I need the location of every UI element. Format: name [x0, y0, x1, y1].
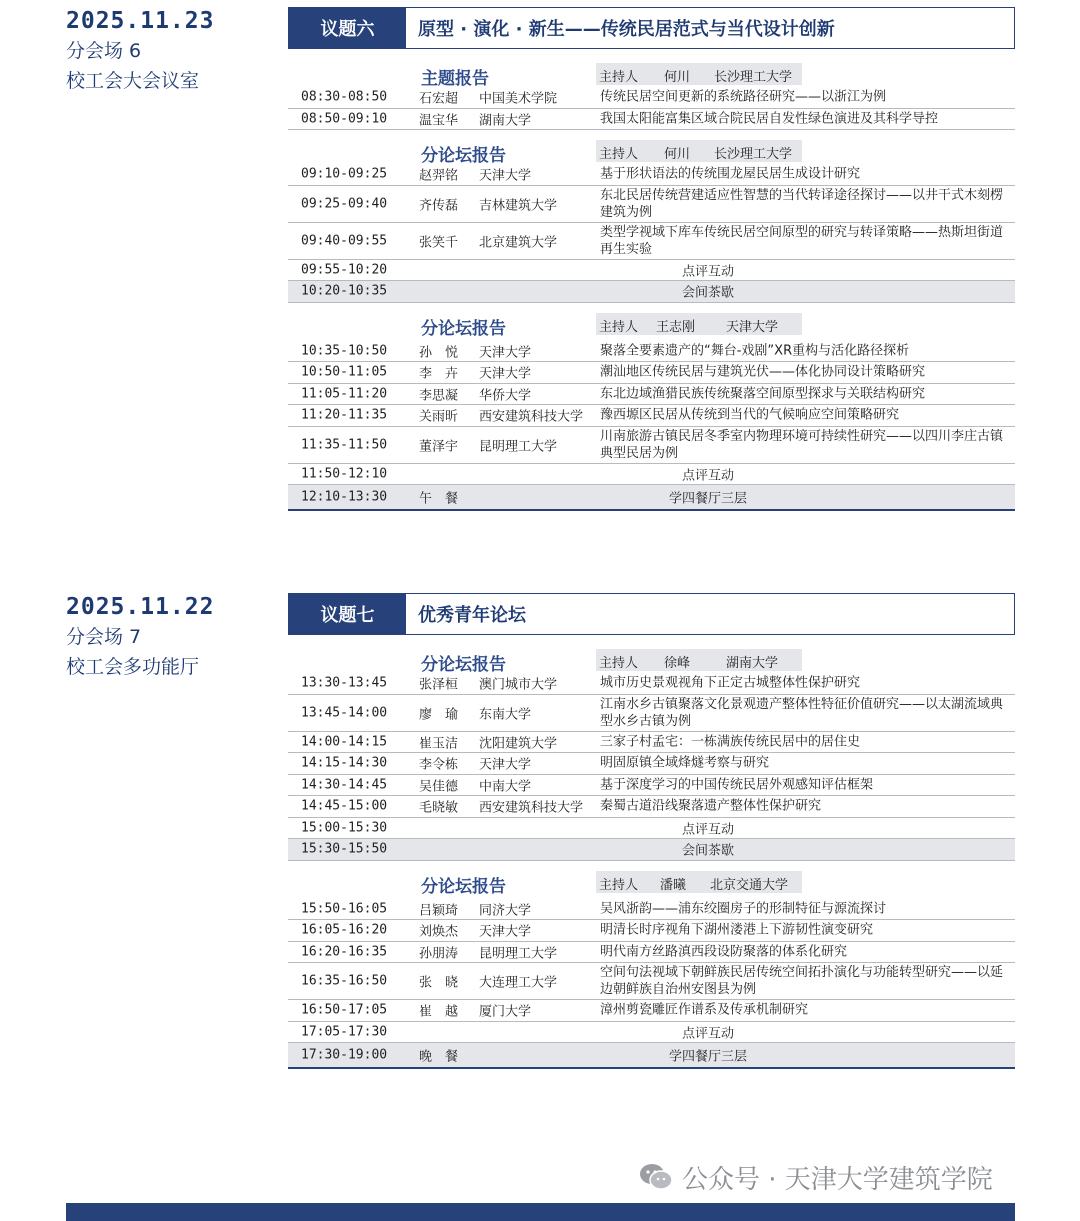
table-row: 12:10-13:30 午 餐 学四餐厅三层 [288, 485, 1015, 511]
watermark-text: 公众号 · 天津大学建筑学院 [682, 1164, 993, 1195]
host-org: 北京交通大学 [710, 877, 789, 893]
row-time: 14:45-15:00 [301, 798, 388, 814]
row-speaker: 张 晓 [419, 975, 459, 991]
row-speaker: 刘焕杰 [419, 924, 459, 940]
session-venue: 分会场 6 [66, 40, 142, 62]
row-speaker: 孙朋涛 [419, 946, 459, 962]
row-org: 华侨大学 [479, 388, 532, 404]
row-speaker: 崔玉洁 [419, 736, 459, 752]
row-title: 三家子村孟宅：一栋满族传统民居中的居住史 [600, 734, 861, 750]
table-row [288, 920, 1015, 942]
host-name: 何川 [664, 147, 691, 162]
table-row [288, 1000, 1015, 1022]
row-time: 13:30-13:45 [301, 675, 388, 691]
topic-tag: 议题六 [289, 8, 406, 48]
row-speaker: 石宏超 [419, 91, 459, 107]
section-header [288, 869, 1015, 895]
row-time: 09:55-10:20 [301, 262, 388, 278]
watermark [638, 1158, 993, 1196]
table-row: 17:30-19:00 晚 餐 学四餐厅三层 [288, 1043, 1015, 1069]
row-title: 空间句法视域下朝鲜族民居传统空间拓扑演化与功能转型研究——以延边朝鲜族自治州安图县为例 [600, 965, 1004, 997]
section-header [288, 61, 1015, 87]
section-label: 分论坛报告 [421, 876, 506, 897]
row-title: 明代南方丝路滇西段设防聚落的体系化研究 [600, 944, 848, 960]
row-speaker: 孙 悦 [419, 345, 459, 361]
row-speaker: 午 餐 [419, 491, 459, 507]
table-row [288, 673, 1015, 695]
table-row [288, 405, 1015, 427]
row-time: 11:20-11:35 [301, 407, 388, 423]
row-title: 类型学视域下库车传统民居空间原型的研究与转译策略——热斯坦街道再生实验 [600, 224, 1004, 257]
row-time: 09:25-09:40 [301, 196, 388, 211]
row-org: 澳门城市大学 [479, 677, 558, 693]
table-row [288, 899, 1015, 921]
row-org: 同济大学 [479, 903, 532, 919]
row-time: 15:30-15:50 [301, 841, 388, 857]
row-time: 14:15-14:30 [301, 755, 388, 771]
session-info-6 [66, 6, 214, 96]
row-speaker: 温宝华 [419, 113, 459, 129]
host-box [596, 313, 802, 335]
row-time: 14:00-14:15 [301, 734, 388, 750]
row-time: 10:50-11:05 [301, 364, 388, 380]
table-row: 15:30-15:50 会间茶歇 [288, 839, 1015, 861]
row-time: 10:20-10:35 [301, 283, 388, 299]
row-org: 中南大学 [479, 779, 532, 795]
row-title: 聚落全要素遗产的“舞台-戏剧”XR重构与活化路径探析 [600, 343, 910, 359]
row-speaker: 晚 餐 [419, 1049, 459, 1065]
section-header [288, 138, 1015, 164]
row-speaker: 李思凝 [419, 388, 459, 404]
table-row [288, 186, 1015, 223]
row-time: 15:00-15:30 [301, 820, 388, 836]
row-title: 川南旅游古镇民居冬季室内物理环境可持续性研究——以四川李庄古镇典型民居为例 [600, 428, 1004, 461]
row-time: 12:10-13:30 [301, 489, 388, 505]
row-title: 东北边域渔猎民族传统聚落空间原型探求与关联结构研究 [600, 386, 926, 402]
row-org: 天津大学 [479, 366, 532, 382]
row-time: 11:05-11:20 [301, 386, 388, 402]
row-org: 西安建筑科技大学 [479, 409, 584, 425]
table-row [288, 223, 1015, 260]
table-row [288, 109, 1015, 131]
section-label: 主题报告 [421, 69, 489, 89]
session-info-7 [66, 592, 214, 682]
host-box [596, 649, 802, 671]
table-row: 17:05-17:30 点评互动 [288, 1022, 1015, 1044]
table-row [288, 775, 1015, 797]
row-time: 17:30-19:00 [301, 1047, 388, 1063]
session-room: 校工会多功能厅 [66, 656, 200, 678]
row-speaker: 崔 越 [419, 1004, 459, 1020]
host-label: 主持人 [599, 70, 639, 85]
row-title: 潮汕地区传统民居与建筑光伏——体化协同设计策略研究 [600, 364, 926, 380]
host-name: 潘曦 [660, 877, 687, 893]
topic-tag: 议题七 [289, 594, 406, 634]
row-title: 豫西塬区民居从传统到当代的气候响应空间策略研究 [600, 407, 900, 423]
table-row: 11:50-12:10 点评互动 [288, 464, 1015, 486]
session-block-6 [288, 7, 1015, 511]
row-title: 基于深度学习的中国传统民居外观感知评估框架 [600, 777, 874, 793]
host-org: 湖南大学 [726, 656, 779, 671]
row-title: 吴风浙韵——浦东绞圈房子的形制特征与源流探讨 [600, 901, 887, 917]
row-org: 天津大学 [479, 924, 532, 940]
table-row [288, 427, 1015, 464]
row-time: 08:50-09:10 [301, 111, 388, 127]
row-time: 11:50-12:10 [301, 466, 388, 482]
section-label: 分论坛报告 [421, 318, 506, 339]
row-org: 吉林建筑大学 [479, 198, 558, 213]
row-time: 17:05-17:30 [301, 1024, 388, 1040]
row-org: 北京建筑大学 [479, 235, 558, 250]
row-time: 09:10-09:25 [301, 166, 388, 182]
row-org: 天津大学 [479, 345, 532, 361]
table-row: 15:00-15:30 点评互动 [288, 818, 1015, 840]
topic-header [288, 593, 1015, 635]
host-name: 王志刚 [656, 319, 696, 335]
row-title: 漳州剪瓷雕匠作谱系及传承机制研究 [600, 1002, 809, 1018]
host-org: 长沙理工大学 [714, 147, 793, 162]
row-speaker: 董泽宇 [419, 439, 459, 454]
table-row: 09:55-10:20 点评互动 [288, 260, 1015, 282]
table-row [288, 963, 1015, 1000]
row-speaker: 张泽桓 [419, 677, 459, 693]
row-title: 我国太阳能富集区域合院民居自发性绿色演进及其科学导控 [600, 111, 939, 127]
topic-header [288, 7, 1015, 49]
table-row [288, 796, 1015, 818]
topic-title: 优秀青年论坛 [418, 605, 526, 626]
host-name: 何川 [664, 70, 691, 85]
table-row [288, 384, 1015, 406]
row-time: 13:45-14:00 [301, 705, 388, 720]
section-label: 分论坛报告 [421, 655, 506, 675]
table-row [288, 164, 1015, 186]
row-speaker: 李 卉 [419, 366, 459, 382]
row-speaker: 赵羿铭 [419, 168, 459, 184]
section-header [288, 311, 1015, 337]
row-org: 厦门大学 [479, 1004, 532, 1020]
row-time: 11:35-11:50 [301, 437, 388, 452]
session-date: 2025.11.22 [66, 594, 215, 620]
table-row [288, 942, 1015, 964]
row-org: 湖南大学 [479, 113, 532, 129]
row-speaker: 李令栋 [419, 757, 459, 773]
row-time: 09:40-09:55 [301, 233, 388, 248]
row-time: 14:30-14:45 [301, 777, 388, 793]
section-header [288, 647, 1015, 673]
host-label: 主持人 [599, 656, 639, 671]
table-row: 10:20-10:35 会间茶歇 [288, 281, 1015, 303]
row-title: 基于形状语法的传统围龙屋民居生成设计研究 [600, 166, 861, 182]
host-box [596, 63, 802, 85]
row-time: 08:30-08:50 [301, 89, 388, 105]
row-org: 昆明理工大学 [479, 946, 558, 962]
section-label: 分论坛报告 [421, 146, 506, 166]
row-org: 天津大学 [479, 168, 532, 184]
table-row [288, 87, 1015, 109]
footer-bar [66, 1203, 1015, 1221]
table-row [288, 732, 1015, 754]
row-title: 明固原镇全域烽燧考察与研究 [600, 755, 770, 771]
row-title: 江南水乡古镇聚落文化景观遗产整体性特征价值研究——以太湖流域典型水乡古镇为例 [600, 696, 1004, 729]
session-room: 校工会大会议室 [66, 70, 200, 92]
topic-title: 原型 · 演化 · 新生——传统民居范式与当代设计创新 [418, 19, 835, 40]
row-org: 中国美术学院 [479, 91, 558, 107]
row-title: 明清长时序视角下湖州溇港上下游韧性演变研究 [600, 922, 874, 938]
row-speaker: 吕颖琦 [419, 903, 459, 919]
host-label: 主持人 [599, 319, 639, 335]
session-venue: 分会场 7 [66, 626, 142, 648]
table-row [288, 341, 1015, 363]
table-row [288, 753, 1015, 775]
host-org: 长沙理工大学 [714, 70, 793, 85]
row-speaker: 毛晓敏 [419, 800, 459, 816]
row-org: 大连理工大学 [479, 975, 558, 991]
wechat-icon [638, 1162, 674, 1192]
row-org: 沈阳建筑大学 [479, 736, 558, 752]
row-time: 10:35-10:50 [301, 343, 388, 359]
row-speaker: 关雨昕 [419, 409, 459, 425]
row-time: 16:35-16:50 [301, 973, 388, 989]
table-row [288, 695, 1015, 732]
row-title: 东北民居传统营建适应性智慧的当代转译途径探讨——以井干式木刻楞建筑为例 [600, 187, 1004, 220]
row-title: 秦蜀古道沿线聚落遗产整体性保护研究 [600, 798, 822, 814]
host-box [596, 871, 802, 893]
session-date: 2025.11.23 [66, 8, 215, 34]
row-time: 16:05-16:20 [301, 922, 388, 938]
row-time: 15:50-16:05 [301, 901, 388, 917]
row-time: 16:20-16:35 [301, 944, 388, 960]
session-block-7 [288, 593, 1015, 1069]
host-label: 主持人 [599, 147, 639, 162]
row-speaker: 齐传磊 [419, 198, 459, 213]
row-org: 天津大学 [479, 757, 532, 773]
row-speaker: 吴佳德 [419, 779, 459, 795]
row-org: 西安建筑科技大学 [479, 800, 584, 816]
row-speaker: 张笑千 [419, 235, 459, 250]
row-org: 东南大学 [479, 707, 532, 722]
table-row [288, 362, 1015, 384]
row-speaker: 廖 瑜 [419, 707, 459, 722]
row-org: 昆明理工大学 [479, 439, 558, 454]
row-time: 16:50-17:05 [301, 1002, 388, 1018]
host-box [596, 140, 802, 162]
host-name: 徐峰 [664, 656, 691, 671]
row-title: 城市历史景观视角下正定古城整体性保护研究 [600, 675, 861, 691]
host-org: 天津大学 [726, 319, 779, 335]
host-label: 主持人 [599, 877, 639, 893]
row-title: 传统民居空间更新的系统路径研究——以浙江为例 [600, 89, 887, 105]
